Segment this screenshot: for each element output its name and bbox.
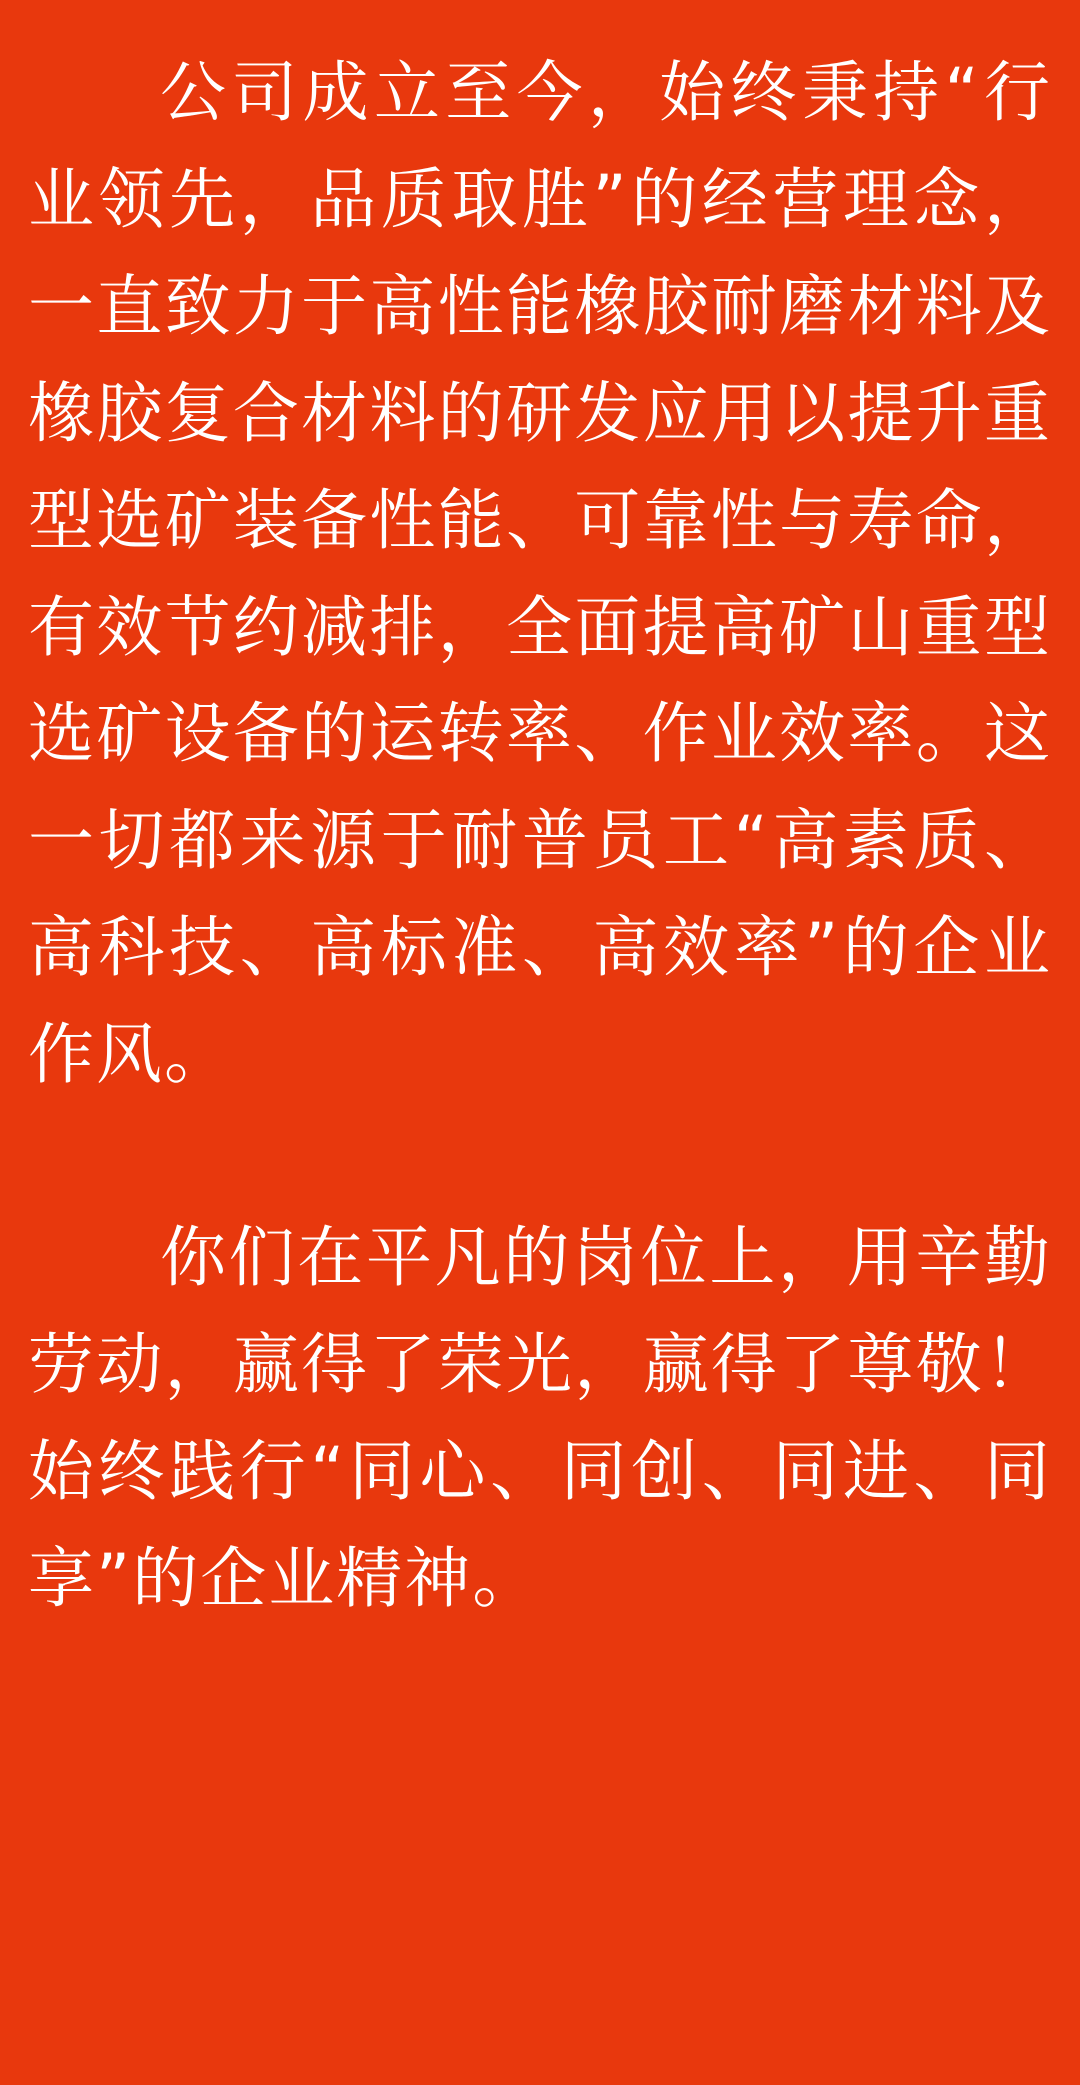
- paragraph-company-philosophy: 公司成立至今，始终秉持“行业领先，品质取胜”的经营理念，一直致力于高性能橡胶耐磨材料及橡胶复合材料的研发应用以提升重型选矿装备性能、可靠性与寿命，有效节约减排，全面提高矿山重型选矿设备的运转率、作业效率。这一切都来源于耐普员工“高素质、高科技、高标准、高效率”的企业作风。: [28, 54, 1052, 1094]
- paragraph-employee-tribute: 你们在平凡的岗位上，用辛勤劳动，赢得了荣光，赢得了尊敬！始终践行“同心、同创、同进、同享”的企业精神。: [28, 1219, 1052, 1617]
